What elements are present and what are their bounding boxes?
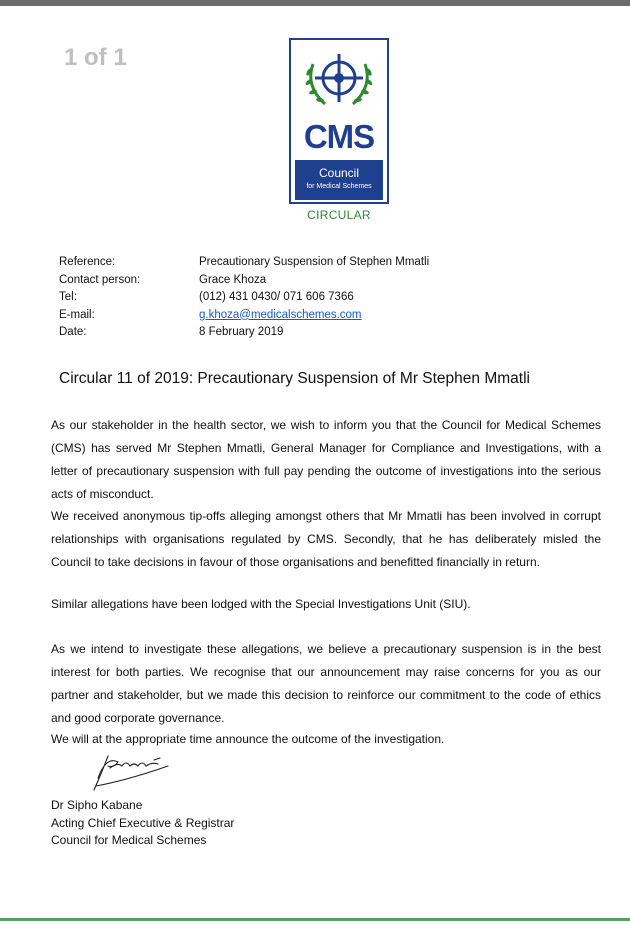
signatory-organisation: Council for Medical Schemes — [51, 833, 207, 847]
contact-label: Contact person: — [59, 273, 141, 286]
email-label: E-mail: — [59, 308, 95, 321]
date-value: 8 February 2019 — [199, 326, 284, 338]
reference-value: Precautionary Suspension of Stephen Mmatli — [199, 256, 430, 268]
paragraph-2: We received anonymous tip-offs alleging amongst others that Mr Mmatli has been involved in corrupt relationships with organisations regulated by CMS. Secondly, that he has deliberately misled the Council to take decisions in favour of those organisations and benefitted financially in return. — [51, 509, 601, 569]
signatory-name: Dr Sipho Kabane — [51, 798, 143, 812]
logo-sub-text: for Medical Schemes — [306, 183, 372, 190]
logo-name-panel — [295, 160, 383, 200]
contact-value: Grace Khoza — [199, 273, 267, 286]
cms-logo — [289, 38, 389, 204]
tel-label: Tel: — [59, 291, 77, 303]
top-border — [0, 0, 630, 6]
date-label: Date: — [59, 326, 87, 338]
paragraph-4: As we intend to investigate these allegations, we believe a precautionary suspension is in the best interest for both parties. We recognise that our announcement may raise concerns for you as our partner and stakeholder, but we made this decision to reinforce our commitment to the code of ethics and good corporate governance. — [51, 642, 601, 725]
circular-label: CIRCULAR — [307, 208, 371, 222]
paragraph-3: Similar allegations have been lodged with the Special Investigations Unit (SIU). — [51, 597, 471, 611]
handwritten-signature — [88, 752, 188, 794]
circular-heading: Circular 11 of 2019: Precautionary Suspension of Mr Stephen Mmatli — [59, 370, 530, 387]
reference-label: Reference: — [59, 256, 116, 268]
page-counter: 1 of 1 — [64, 44, 127, 71]
wreath-emblem-icon — [295, 44, 383, 114]
email-link[interactable]: g.khoza@medicalschemes.com — [199, 308, 362, 321]
logo-acronym: CMS — [303, 118, 375, 155]
bottom-border — [0, 918, 630, 921]
signature-block — [51, 797, 234, 850]
logo-council-text: Council — [318, 166, 360, 180]
paragraph-1: As our stakeholder in the health sector, we wish to inform you that the Council for Medical Schemes (CMS) has served Mr Stephen Mmatli, General Manager for Compliance and Investigations, with a letter of precautionary suspension with full pay pending the outcome of investigations into the serious acts of misconduct. — [51, 418, 601, 501]
signatory-title: Acting Chief Executive & Registrar — [51, 815, 235, 830]
paragraph-5: We will at the appropriate time announce the outcome of the investigation. — [51, 732, 445, 746]
tel-value: (012) 431 0430/ 071 606 7366 — [199, 291, 354, 303]
